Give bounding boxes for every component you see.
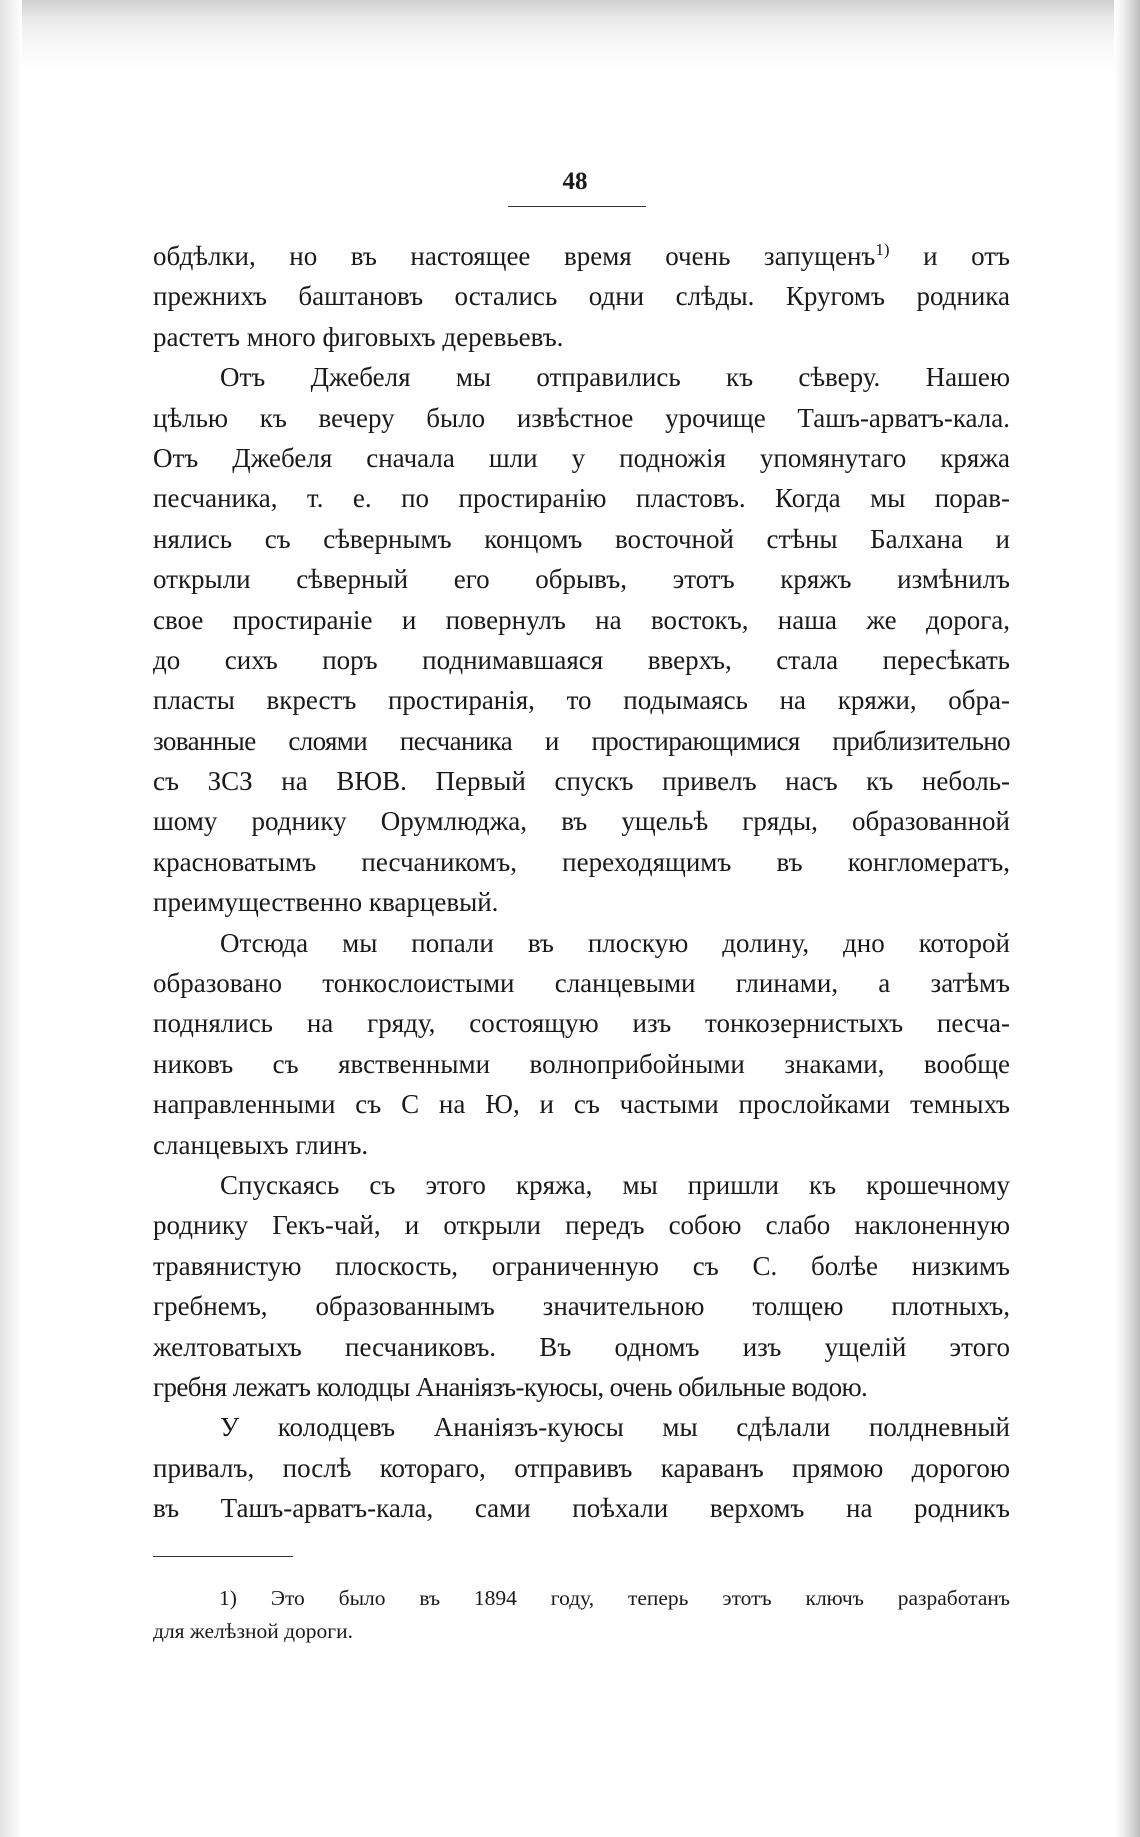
text-line: растетъ много фиговыхъ деревьевъ.: [153, 321, 564, 352]
text-line: шому роднику Орумлюджа, въ ущельѣ гряды, образованной: [153, 806, 1010, 837]
text-line: до сихъ поръ поднимавшаяся вверхъ, стала пересѣкать: [153, 644, 1010, 675]
paragraph-start: Отсюда мы попали въ плоскую долину, дно которой: [220, 927, 1010, 958]
text-line: преимущественно кварцевый.: [153, 887, 499, 918]
text-line: въ Ташъ-арватъ-кала, сами поѣхали верхомъ на родникъ: [153, 1493, 1010, 1524]
text-line: песчаника, т. е. по простиранію пластовъ. Когда мы порав-: [153, 483, 1010, 514]
text-line: поднялись на гряду, состоящую изъ тонкозернистыхъ песча-: [153, 1008, 1010, 1039]
page-number: 48: [562, 168, 588, 195]
text-line: сланцевыхъ глинъ.: [153, 1129, 369, 1160]
footnote-rule: [153, 1556, 293, 1557]
text-line: травянистую плоскость, ограниченную съ С. болѣе низкимъ: [153, 1250, 1010, 1281]
text-line: направленными съ С на Ю, и съ частыми прослойками темныхъ: [153, 1089, 1010, 1120]
body-text: [153, 236, 1010, 1529]
footnote-marker[interactable]: 1): [875, 240, 890, 259]
paragraph-start: Спускаясь съ этого кряжа, мы пришли къ крошечному: [220, 1169, 1010, 1200]
text-line: роднику Гекъ-чай, и открыли передъ собою слабо наклоненную: [153, 1210, 1010, 1241]
text-line: свое простираніе и повернулъ на востокъ, наша же дорога,: [153, 604, 1010, 635]
paragraph-start: Отъ Джебеля мы отправились къ сѣверу. Нашею: [220, 362, 1010, 393]
text-line: цѣлью къ вечеру было извѣстное урочище Ташъ-арватъ-кала.: [153, 402, 1010, 433]
paragraph-start: У колодцевъ Ананіязъ-куюсы мы сдѣлали полдневный: [220, 1412, 1010, 1443]
scan-shadow-left: [0, 0, 22, 1837]
text-line: открыли сѣверный его обрывъ, этотъ кряжъ измѣнилъ: [153, 564, 1010, 595]
scan-shadow-top: [0, 0, 1140, 70]
text-line: съ ЗСЗ на ВЮВ. Первый спускъ привелъ насъ къ неболь-: [153, 766, 1010, 797]
text-line: зованные слоями песчаника и простирающимися приблизительно: [153, 725, 1010, 756]
text-line: гребня лежатъ колодцы Ананіязъ-куюсы, очень обильные водою.: [153, 1371, 868, 1402]
text-line: гребнемъ, образованнымъ значительною толщею плотныхъ,: [153, 1291, 1010, 1322]
footnote: [153, 1582, 1010, 1648]
footnote-line: для желѣзной дороги.: [153, 1619, 353, 1643]
text-line: Отъ Джебеля сначала шли у подножія упомянутаго кряжа: [153, 442, 1010, 473]
scan-shadow-right: [1114, 0, 1140, 1837]
line-text: обдѣлки, но въ настоящее время очень запущенъ: [153, 241, 876, 271]
text-line: прежнихъ баштановъ остались одни слѣды. Кругомъ родника: [153, 281, 1010, 312]
line-text-tail: и отъ: [923, 241, 1010, 271]
text-line: пласты вкрестъ простиранія, то подымаясь на кряжи, обра-: [153, 685, 1010, 716]
text-line: образовано тонкослоистыми сланцевыми глинами, а затѣмъ: [153, 968, 1010, 999]
text-line: привалъ, послѣ котораго, отправивъ караванъ прямою дорогою: [153, 1452, 1010, 1483]
footnote-line: 1) Это было въ 1894 году, теперь этотъ ключъ разработанъ: [219, 1586, 1010, 1610]
text-line: никовъ съ явственными волноприбойными знаками, вообще: [153, 1048, 1010, 1079]
text-line: нялись съ сѣвернымъ концомъ восточной стѣны Балхана и: [153, 523, 1010, 554]
text-line: желтоватыхъ песчаниковъ. Въ одномъ изъ ущелій этого: [153, 1331, 1010, 1362]
text-line: красноватымъ песчаникомъ, переходящимъ въ конгломератъ,: [153, 846, 1010, 877]
text-line: [153, 236, 1010, 276]
header-rule: [508, 206, 646, 207]
